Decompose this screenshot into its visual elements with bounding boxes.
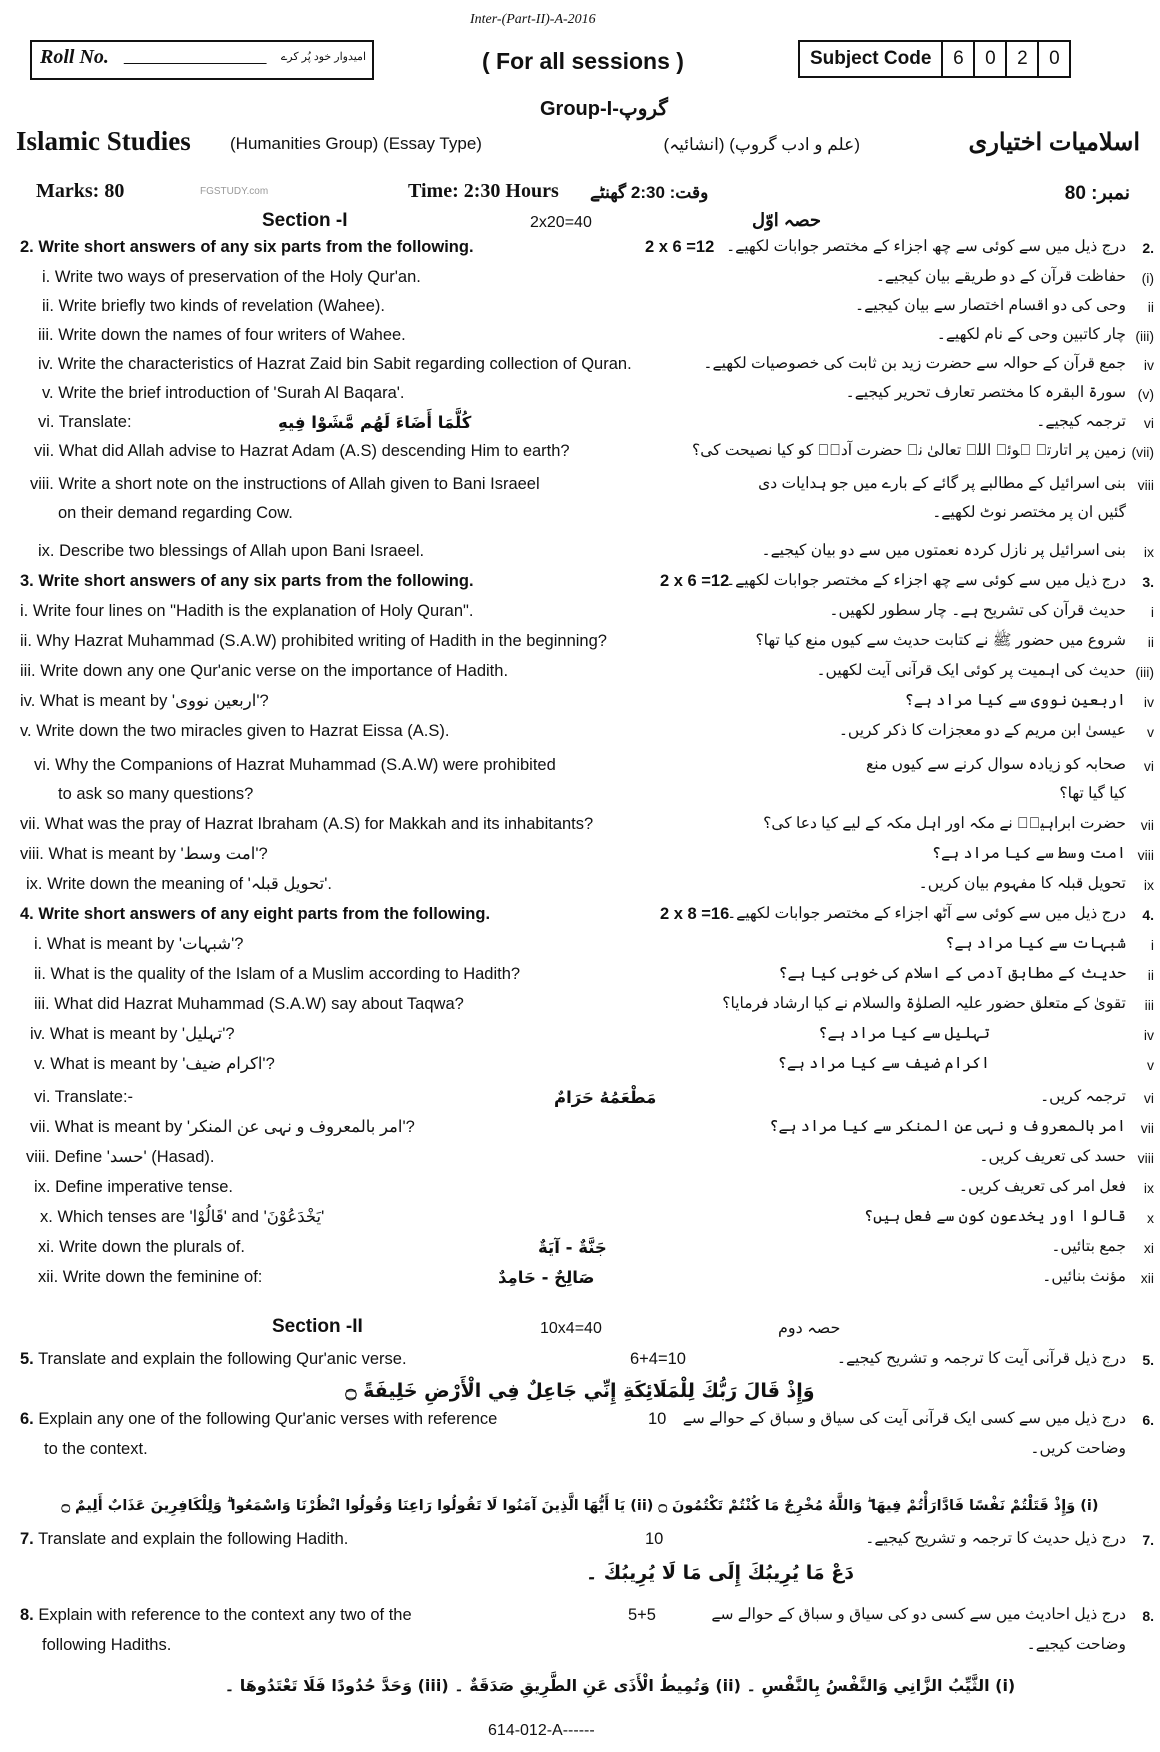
part-number-ur: viii [1137,847,1154,863]
group-label: Group-I-گروپ [540,98,668,120]
q2-marks: 2 x 6 =12 [645,238,715,256]
q2-part [34,442,734,462]
part-text: What was the pray of Hazrat Ibraham (A.S) for Makkah and its inhabitants? [44,815,594,833]
q2-part-cont: on their demand regarding Cow. [58,504,293,522]
subject-code-digit: 2 [1005,42,1037,76]
section2-title-ur: حصہ دوم [778,1320,841,1337]
q7 [20,1530,720,1550]
part-text: What is meant by 'اربعین نووی'? [39,692,269,710]
q5-text: Translate and explain the following Qur'anic verse. [38,1350,407,1368]
q6 [20,1410,720,1430]
q6-number: 6. [20,1410,34,1428]
q2-part [38,413,738,433]
part-number: i. [42,268,51,286]
part-number: xii. [38,1268,59,1286]
part-number-ur: ix [1143,877,1154,893]
q3-part [26,875,726,895]
q3-part [20,815,720,835]
part-number: ii. [42,297,54,315]
q3-part-ur: حدیث کی اہمیت پر کوئی ایک قرآنی آیت لکھیں۔ [816,662,1126,679]
part-number-ur: xii [1140,1270,1154,1286]
arabic-phrase: جَنَّةٌ - آيَةٌ [538,1238,607,1257]
q3-part-ur: شروع میں حضور ﷺ نے کتابت حدیث سے کیوں منع کیا تھا؟ [755,632,1126,649]
part-text: Write down any one Qur'anic verse on the importance of Hadith. [40,662,509,680]
part-number-ur: ii [1147,967,1154,983]
q4-part [26,1148,726,1168]
part-number: v. [42,384,54,402]
q8-number: 8. [20,1606,34,1624]
watermark-text: FGSTUDY.com [200,186,269,197]
part-text: What is meant by 'امت وسط'? [48,845,268,863]
part-text: Why the Companions of Hazrat Muhammad (S.A.W) were prohibited [55,756,556,774]
part-number-ur: ix [1143,544,1154,560]
part-text: Write down the feminine of: [62,1268,263,1286]
q8-text-cont: following Hadiths. [42,1636,172,1654]
q8-text: Explain with reference to the context any two of the [38,1606,412,1624]
marks-ur: نمبر: 80 [1064,183,1130,204]
q3-heading [20,572,730,592]
q6-ur: درج ذیل میں سے کسی ایک قرآنی آیت کی سیاق و سباق کے حوالے سے [682,1410,1126,1427]
q4-part [30,1118,730,1138]
part-text: Write down the two miracles given to Hazrat Eissa (A.S). [36,722,450,740]
part-text: Write down the meaning of 'تحویل قبلہ'. [47,875,332,893]
part-text: Write a short note on the instructions of Allah given to Bani Israeel [58,475,540,493]
part-number-ur: (i) [1141,270,1154,286]
part-number: viii. [26,1148,50,1166]
part-number: viii. [20,845,44,863]
q4-part-ur: مؤنث بنائیں۔ [1042,1268,1126,1285]
q2-part-ur: چار کاتبین وحی کے نام لکھیے۔ [936,326,1126,343]
q2-part-ur: بنی اسرائیل پر نازل کردہ نعمتوں میں سے دو بیان کیجیے۔ [761,542,1126,559]
q4-part [38,1238,738,1258]
part-text: Write down the names of four writers of Wahee. [58,326,406,344]
marks-en: Marks: 80 [36,180,125,202]
q3-part-ur: حدیث قرآن کی تشریح ہے۔ چار سطور لکھیں۔ [829,602,1126,619]
title-ur-sub: (علم و ادب گروپ) (انشائیہ) [663,135,860,154]
section2-marks: 10x4=40 [540,1320,602,1337]
part-number-ur: vi [1143,1090,1154,1106]
q6-text: Explain any one of the following Qur'anic verses with reference [38,1410,498,1428]
part-number: xi. [38,1238,55,1256]
part-text: Why Hazrat Muhammad (S.A.W) prohibited writing of Hadith in the beginning? [36,632,607,650]
q3-part [20,722,720,742]
part-number: x. [40,1208,53,1226]
q5-verse: وَإِذْ قَالَ رَبُّكَ لِلْمَلَائِكَةِ إِنِّي جَاعِلٌ فِي الْأَرْضِ خَلِيفَةً ۝ [345,1380,815,1402]
q4-part-ur: ترجمہ کریں۔ [1040,1088,1126,1105]
part-number-ur: i [1150,604,1154,620]
part-number: iv. [38,355,54,373]
q2-number: 2. [20,238,34,256]
subject-code-digit: 6 [941,42,973,76]
q7-number: 7. [20,1530,34,1548]
q2-heading [20,238,720,258]
q3-part-ur: اربعین نووی سے کیا مراد ہے؟ [904,692,1126,709]
q3-part-cont: to ask so many questions? [58,785,254,803]
part-number: i. [20,602,29,620]
part-number: ix. [34,1178,51,1196]
part-number-ur: (iii) [1135,664,1154,680]
q2-part [42,268,742,288]
part-text: Write four lines on "Hadith is the explanation of Holy Quran". [32,602,474,620]
part-number-ur: ii [1147,299,1154,315]
q3-part [20,845,720,865]
part-text: What is the quality of the Islam of a Muslim according to Hadith? [50,965,521,983]
q4-part-ur: شبہات سے کیا مراد ہے؟ [945,935,1126,952]
q2-part [30,475,730,495]
q4-part [34,1055,734,1075]
subject-code-digit: 0 [973,42,1005,76]
q7-hadith: دَعْ مَا يُرِيبُكَ إِلَى مَا لَا يُرِيبُكَ ۔ [585,1562,855,1584]
q2-part [42,297,742,317]
q6-marks: 10 [648,1410,667,1428]
q3-part-ur: عیسیٰ ابن مریم کے دو معجزات کا ذکر کریں۔ [838,722,1126,739]
q4-part [34,1088,734,1108]
q5-marks: 6+4=10 [630,1350,686,1368]
q8 [20,1606,720,1626]
q8-number-ur: 8. [1142,1608,1154,1624]
q3-part [34,756,734,776]
q2-part-ur: ترجمہ کیجیے۔ [1036,413,1126,430]
part-number-ur: iv [1143,1027,1154,1043]
q4-part-ur: تقویٰ کے متعلق حضور علیہ الصلوٰۃ والسلام نے کیا ارشاد فرمایا؟ [722,995,1126,1012]
q3-marks: 2 x 6 =12 [660,572,730,590]
q6-text-cont: to the context. [44,1440,148,1458]
part-number: iv. [20,692,36,710]
section1-marks: 2x20=40 [530,214,592,231]
part-number-ur: vi [1143,415,1154,431]
q3-number: 3. [20,572,34,590]
part-number-ur: (v) [1137,386,1154,402]
part-number: viii. [30,475,54,493]
q2-part-ur: جمع قرآن کے حوالہ سے حضرت زید بن ثابت کی خصوصیات لکھیے۔ [703,355,1126,372]
part-number: vi. [34,1088,51,1106]
q8-marks: 5+5 [628,1606,656,1624]
arabic-phrase: صَالِحٌ - حَامِدٌ [498,1268,595,1287]
q4-part [30,1025,730,1045]
q4-part [38,1268,738,1288]
part-number-ur: ix [1143,1180,1154,1196]
q4-part [34,1178,734,1198]
q3-part-ur-cont: کیا گیا تھا؟ [1059,785,1126,802]
part-number: v. [34,1055,46,1073]
part-number: vi. [38,413,55,431]
q2-part [38,326,738,346]
q2-part [42,384,742,404]
q6-verses: (i) وَإِذْ قَتَلْتُمْ نَفْسًا فَادَّارَأْتُمْ فِيهَا ۖ وَاللَّهُ مُخْرِجٌ مَا كُنْتُمْ تَكْتُمُونَ ۝ (ii) يَا أَيُّهَا الَّذِينَ آمَنُوا لَا تَقُولُوا رَاعِنَا وَقُولُوا انْظُرْنَا وَاسْمَعُوا ۗ وَلِلْكَافِرِينَ عَذَابٌ أَلِيمٌ ۝ [61,1498,1099,1514]
q2-number-ur: 2. [1142,240,1154,256]
part-number-ur: v [1147,724,1154,740]
part-number-ur: v [1147,1057,1154,1073]
part-number-ur: (iii) [1135,328,1154,344]
q3-part [20,632,720,652]
q3-part [20,662,720,682]
q4-part-ur: اکرام ضیف سے کیا مراد ہے؟ [777,1055,990,1072]
part-text: Write the brief introduction of 'Surah Al Baqara'. [58,384,405,402]
part-number: i. [34,935,43,953]
part-text: Define 'حسد' (Hasad). [54,1148,215,1166]
part-number: iii. [20,662,36,680]
q4-part [34,935,734,955]
q4-part-ur: قالوا اور یخدعون کون سے فعل ہیں؟ [864,1208,1126,1225]
subject-code-digit: 0 [1037,42,1069,76]
q4-part-ur: حدیث کے مطابق آدمی کے اسلام کی خوبی کیا ہے؟ [778,965,1126,982]
q5-number: 5. [20,1350,34,1368]
arabic-phrase: كُلَّمَا أَضَاءَ لَهُم مَّشَوْا فِيهِ [278,413,472,432]
part-text: Write briefly two kinds of revelation (Wahee). [58,297,385,315]
part-number-ur: x [1147,1210,1154,1226]
q2-part-ur: سورۃ البقرہ کا مختصر تعارف تحریر کیجیے۔ [845,384,1126,401]
roll-label: Roll No. [40,46,109,68]
top-caption: Inter-(Part-II)-A-2016 [470,12,596,27]
q2-part [38,355,738,375]
q7-ur: درج ذیل حدیث کا ترجمہ و تشریح کیجیے۔ [865,1530,1126,1547]
q5 [20,1350,720,1370]
q2-part-ur: زمین پر اتارتے ہوئے اللہ تعالیٰ نے حضرت آدمؑ کو کیا نصیحت کی؟ [692,442,1126,459]
part-number: ix. [26,875,43,893]
q2-part-ur: وحی کی دو اقسام اختصار سے بیان کیجیے۔ [855,297,1126,314]
roll-number-box [30,40,374,80]
part-number-ur: iv [1143,694,1154,710]
q3-number-ur: 3. [1142,574,1154,590]
part-number: iii. [38,326,54,344]
part-number: iii. [34,995,50,1013]
part-text: Write two ways of preservation of the Holy Qur'an. [54,268,421,286]
footer-code: 614-012-A------ [488,1722,595,1739]
q4-part [40,1208,740,1228]
part-text: Translate: [58,413,132,431]
time-en: Time: 2:30 Hours [408,180,559,202]
part-text: Describe two blessings of Allah upon Bani Israeel. [59,542,425,560]
part-text: What did Allah advise to Hazrat Adam (A.S) descending Him to earth? [58,442,570,460]
time-ur: وقت: 2:30 گھنٹے [590,183,709,202]
part-number-ur: viii [1137,1150,1154,1166]
part-number-ur: xi [1143,1240,1154,1256]
q6-number-ur: 6. [1142,1412,1154,1428]
part-number-ur: vii [1140,817,1154,833]
q3-heading-ur: درج ذیل میں سے کوئی سے چھ اجزاء کے مختصر جوابات لکھیے۔ [726,572,1126,589]
q2-part-ur: بنی اسرائیل کے مطالبے پر گائے کے بارے میں جو ہدایات دی [758,475,1126,492]
q2-heading-ur: درج ذیل میں سے کوئی سے چھ اجزاء کے مختصر جوابات لکھیے۔ [726,238,1126,255]
part-number-ur: i [1150,937,1154,953]
title-en-sub: (Humanities Group) (Essay Type) [230,134,482,153]
q5-ur: درج ذیل قرآنی آیت کا ترجمہ و تشریح کیجیے۔ [836,1350,1126,1367]
q5-number-ur: 5. [1142,1352,1154,1368]
q7-text: Translate and explain the following Hadith. [38,1530,349,1548]
q4-part-ur: فعل امر کی تعریف کریں۔ [958,1178,1126,1195]
part-text: What is meant by 'اکرام ضیف'? [50,1055,275,1073]
part-number-ur: (vii) [1131,444,1154,460]
title-ur: اسلامیات اختیاری [968,129,1140,156]
part-number: ii. [34,965,46,983]
part-number: iv. [30,1025,46,1043]
q2-part-ur-cont: گئیں ان پر مختصر نوٹ لکھیے۔ [932,504,1126,521]
title-en: Islamic Studies [16,126,191,156]
part-number-ur: vi [1143,758,1154,774]
part-number: vii. [30,1118,51,1136]
q3-part-ur: امت وسط سے کیا مراد ہے؟ [931,845,1126,862]
roll-urdu-note: امیدوار خود پُر کرے [280,51,366,63]
q3-part [20,692,720,712]
q3-part-ur: حضرت ابراہیمؑ نے مکہ اور اہل مکہ کے لیے کیا دعا کی؟ [763,815,1126,832]
part-number: vi. [34,756,51,774]
section1-title-ur: حصہ اوّل [752,210,822,230]
part-number-ur: ii [1147,634,1154,650]
part-text: Write down the plurals of. [59,1238,245,1256]
part-number: ix. [38,542,55,560]
section1-title: Section -I [262,210,348,231]
q2-heading-text: Write short answers of any six parts from the following. [38,238,474,256]
q3-part-ur: تحویل قبلہ کا مفہوم بیان کریں۔ [918,875,1126,892]
part-text: Write the characteristics of Hazrat Zaid bin Sabit regarding collection of Quran. [57,355,632,373]
q4-number-ur: 4. [1142,907,1154,923]
q4-part-ur: تہلیل سے کیا مراد ہے؟ [818,1025,990,1042]
part-text: What did Hazrat Muhammad (S.A.W) say about Taqwa? [54,995,464,1013]
q4-heading [20,905,730,925]
part-text: What is meant by 'تہلیل'? [49,1025,235,1043]
part-number-ur: iv [1143,357,1154,373]
section2-title: Section -II [272,1316,363,1337]
part-text: What is meant by 'شبہات'? [46,935,244,953]
q3-heading-text: Write short answers of any six parts from the following. [38,572,474,590]
part-number-ur: viii [1137,477,1154,493]
q3-part [20,602,720,622]
part-number: vii. [20,815,41,833]
q4-heading-ur: درج ذیل میں سے کوئی سے آٹھ اجزاء کے مختصر جوابات لکھیے۔ [727,905,1126,922]
q2-part-ur: حفاظت قرآن کے دو طریقے بیان کیجیے۔ [875,268,1126,285]
q8-ur: درج ذیل احادیث میں سے کسی دو کی سیاق و سباق کے حوالے سے [711,1606,1126,1623]
part-text: What is meant by 'امر بالمعروف و نہی عن المنکر'? [54,1118,415,1136]
part-number: v. [20,722,32,740]
part-text: Translate:- [54,1088,134,1106]
q7-number-ur: 7. [1142,1532,1154,1548]
subject-code-box [798,40,1071,78]
part-number: ii. [20,632,32,650]
q4-part [34,995,734,1015]
part-text: Define imperative tense. [55,1178,234,1196]
q4-marks: 2 x 8 =16 [660,905,730,923]
q7-marks: 10 [645,1530,664,1548]
arabic-phrase: مَطْعَمُهُ حَرَامٌ [554,1088,657,1107]
q4-part-ur: جمع بتائیں۔ [1051,1238,1126,1255]
q4-heading-text: Write short answers of any eight parts from the following. [38,905,491,923]
part-number: vii. [34,442,55,460]
q4-part-ur: امر بالمعروف و نہی عن المنکر سے کیا مراد ہے؟ [769,1118,1126,1135]
q2-part [38,542,738,562]
roll-blank: ________________ [124,48,267,65]
q8-ur-cont: وضاحت کیجیے۔ [1026,1636,1126,1653]
q4-part [34,965,734,985]
part-number-ur: iii [1144,997,1154,1013]
q3-part-ur: صحابہ کو زیادہ سوال کرنے سے کیوں منع [866,756,1126,773]
part-text: Which tenses are 'قَالُوْا' and 'يَخْدَعُوْنَ' [57,1208,325,1226]
q4-number: 4. [20,905,34,923]
part-number-ur: vii [1140,1120,1154,1136]
q8-hadiths: (i) الثَّيِّبُ الزَّانِي وَالنَّفْسُ بِالنَّفْسِ ۔ (ii) وَتُمِيطُ الْأَذَى عَنِ الطَّرِيقِ صَدَقَةٌ ۔ (iii) وَحَدَّ حُدُودًا فَلَا تَعْتَدُوهَا ۔ [224,1676,1016,1695]
q4-part-ur: حسد کی تعریف کریں۔ [979,1148,1126,1165]
q6-ur-cont: وضاحت کریں۔ [1030,1440,1126,1457]
sessions-label: ( For all sessions ) [482,48,684,74]
subject-code-label: Subject Code [810,48,932,69]
